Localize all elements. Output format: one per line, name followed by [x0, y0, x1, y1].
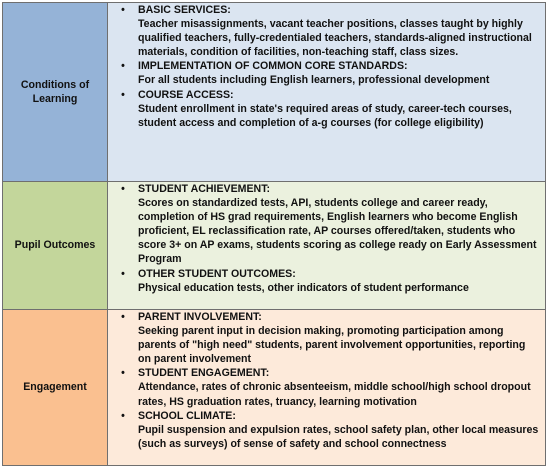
- table-row: [3, 310, 546, 466]
- content-cell: [108, 3, 546, 182]
- bullet: •: [121, 367, 125, 380]
- item-body: [138, 182, 545, 267]
- item-body: [138, 409, 545, 451]
- bullet: •: [121, 60, 125, 73]
- table-row: [3, 3, 546, 182]
- category-cell: [3, 182, 108, 310]
- list-item: [108, 267, 545, 295]
- item-heading: COURSE ACCESS:: [138, 88, 234, 101]
- list-item: [108, 59, 545, 87]
- item-heading: OTHER STUDENT OUTCOMES:: [138, 267, 296, 280]
- item-description: Seeking parent input in decision making, promoting participation among parents of "high need" students, parent involvement opportunities, reporting on parent involvement: [138, 325, 526, 366]
- item-body: [138, 88, 545, 130]
- content-cell: [108, 182, 546, 310]
- bullet: •: [121, 88, 125, 101]
- item-description: For all students including English learners, professional development: [138, 74, 490, 87]
- list-item: [108, 310, 545, 366]
- bullet: •: [121, 183, 125, 195]
- lcff-priorities-table: [2, 2, 546, 466]
- item-description: Attendance, rates of chronic absenteeism, middle school/high school dropout rates, HS graduation rates, truancy, learning motivation: [138, 381, 531, 408]
- item-heading: STUDENT ENGAGEMENT:: [138, 367, 270, 380]
- content-cell: [108, 310, 546, 466]
- list-item: [108, 3, 545, 59]
- item-body: [138, 267, 545, 295]
- bullet: •: [121, 267, 125, 280]
- item-heading: BASIC SERVICES:: [138, 4, 231, 16]
- list-item: [108, 182, 545, 267]
- item-heading: PARENT INVOLVEMENT:: [138, 311, 262, 323]
- item-body: [138, 366, 545, 408]
- item-body: [138, 3, 545, 59]
- category-label: Conditions of Learning: [20, 78, 90, 105]
- item-heading: STUDENT ACHIEVEMENT:: [138, 183, 271, 195]
- item-description: Teacher misassignments, vacant teacher positions, classes taught by highly qualified teachers, fully-credentialed teachers, standards-aligned instructional materials, condition of facilities, non-teaching staff, class sizes.: [138, 18, 532, 59]
- item-description: Scores on standardized tests, API, students college and career ready, completion of HS grad requirements, English learners who become English proficient, EL reclassification rate, AP courses offered/taken, students who score 3+ on AP exams, students scoring as college ready on Early Assessment Program: [138, 197, 537, 266]
- item-description: Student enrollment in state's required areas of study, career-tech courses, student access and completion of a-g courses (for college eligibility): [138, 102, 512, 129]
- item-body: [138, 59, 545, 87]
- item-description: Physical education tests, other indicators of student performance: [138, 281, 469, 294]
- table-row: [3, 182, 546, 310]
- bullet: •: [121, 4, 125, 16]
- list-item: [108, 409, 545, 451]
- category-label: Pupil Outcomes: [14, 239, 96, 252]
- item-heading: SCHOOL CLIMATE:: [138, 409, 236, 422]
- category-label: Engagement: [23, 381, 87, 394]
- item-body: [138, 310, 545, 366]
- category-cell: [3, 310, 108, 466]
- bullet: •: [121, 409, 125, 422]
- list-item: [108, 88, 545, 130]
- item-heading: IMPLEMENTATION OF COMMON CORE STANDARDS:: [138, 60, 408, 73]
- bullet: •: [121, 311, 125, 323]
- category-cell: [3, 3, 108, 182]
- list-item: [108, 366, 545, 408]
- item-description: Pupil suspension and expulsion rates, school safety plan, other local measures (such as surveys) of sense of safety and school connectness: [138, 423, 539, 450]
